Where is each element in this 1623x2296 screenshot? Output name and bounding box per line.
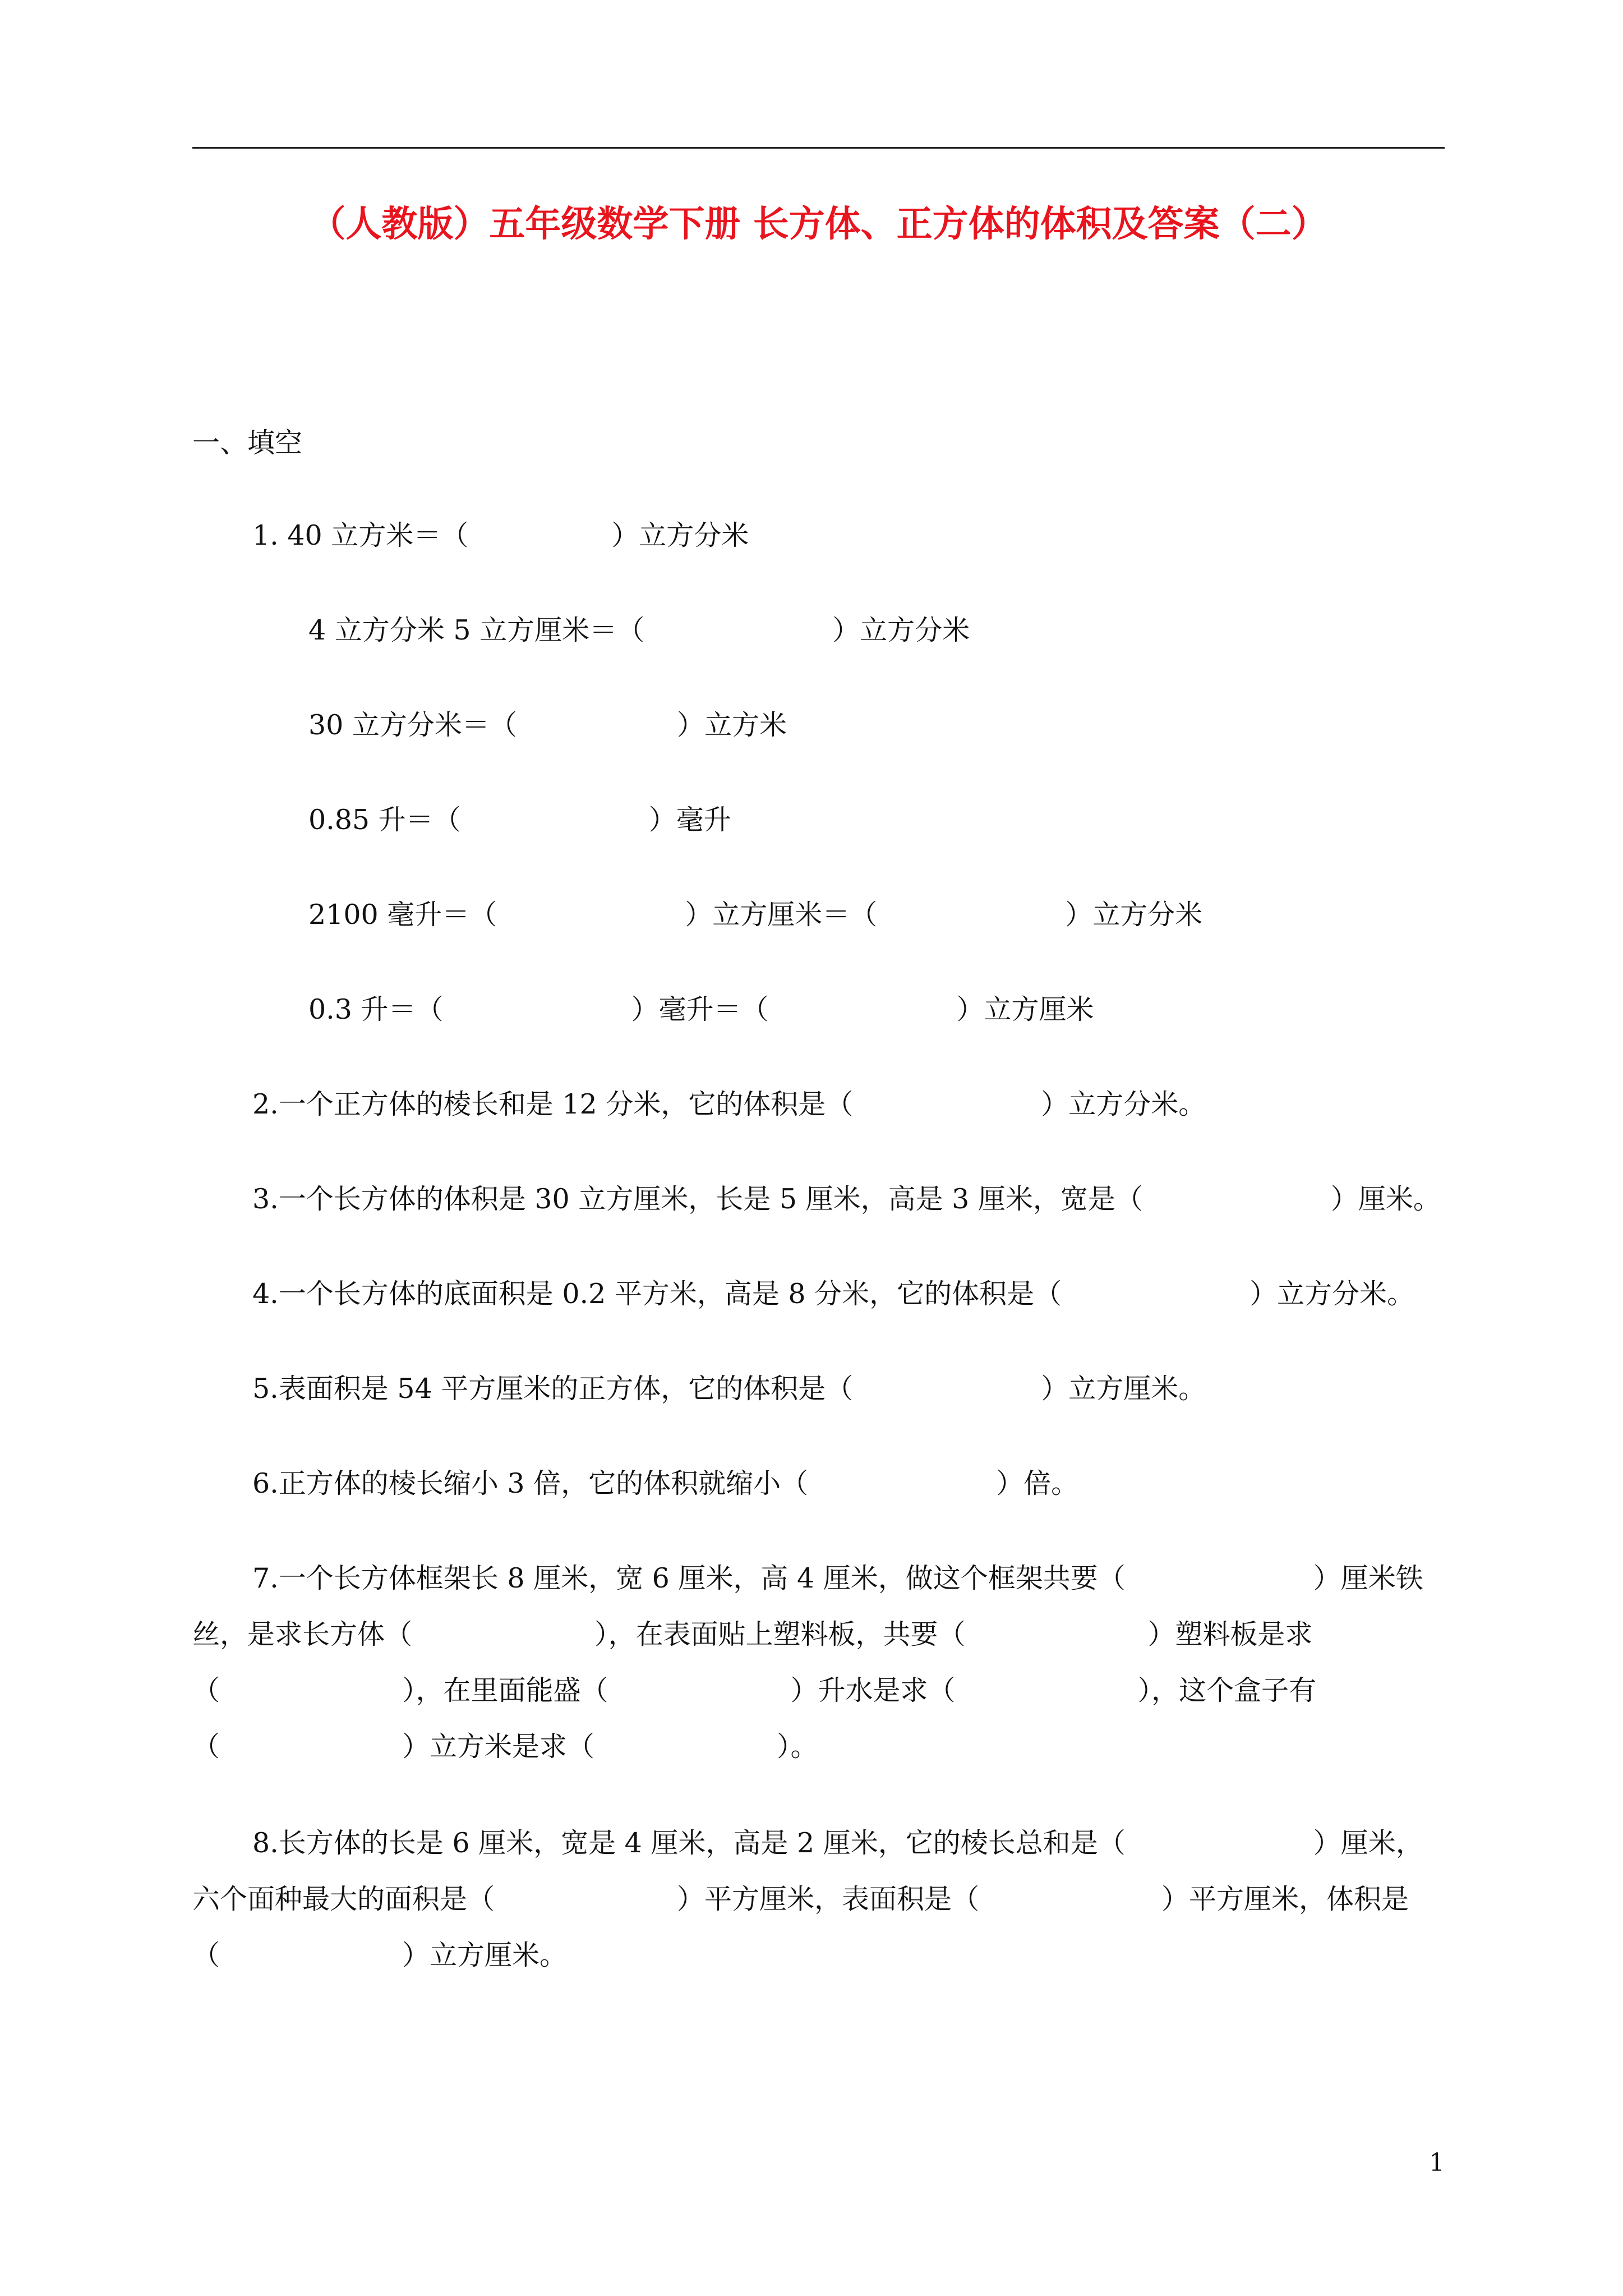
q2-text: 2.一个正方体的棱长和是 12 分米，它的体积是（ [252, 1088, 854, 1120]
q1a-unit: ）立方分米 [611, 519, 749, 551]
question-8-line-1 [252, 1826, 1423, 1860]
q1e-unit: ）立方分米 [1065, 899, 1203, 931]
document-title: （人教版）五年级数学下册 长方体、正方体的体积及答案（二） [310, 204, 1327, 245]
question-1e [308, 898, 1202, 932]
q1a-text: 1. 40 立方米＝（ [252, 519, 469, 551]
question-1f [308, 993, 1094, 1027]
q8-text: ）平方厘米，体积是 [1161, 1883, 1409, 1915]
question-7-line-1 [252, 1562, 1423, 1595]
q8-text: ）立方厘米。 [402, 1939, 568, 1971]
q8-text: 8.长方体的长是 6 厘米，宽是 4 厘米，高是 2 厘米，它的棱长总和是（ [252, 1827, 1126, 1859]
q1d-text: 0.85 升＝（ [308, 804, 461, 836]
q5-text: 5.表面积是 54 平方厘米的正方体，它的体积是（ [252, 1373, 854, 1405]
q1f-unit: ）立方厘米 [956, 993, 1094, 1025]
q1c-text: 30 立方分米＝（ [308, 709, 517, 741]
q8-text: ）厘米， [1313, 1827, 1423, 1859]
q6-unit: ）倍。 [996, 1467, 1079, 1499]
q8-text: （ [192, 1939, 220, 1971]
q7-text: ）厘米铁 [1313, 1562, 1423, 1594]
q1e-text: 2100 毫升＝（ [308, 899, 497, 931]
q7-text: 7.一个长方体框架长 8 厘米，宽 6 厘米，高 4 厘米，做这个框架共要（ [252, 1562, 1126, 1594]
q7-text: ），这个盒子有 [1137, 1674, 1317, 1706]
q5-unit: ）立方厘米。 [1041, 1373, 1206, 1405]
q7-text: ），在里面能盛（ [402, 1674, 608, 1706]
question-8-line-3 [192, 1939, 567, 1972]
question-5 [252, 1372, 1206, 1406]
q2-unit: ）立方分米。 [1041, 1088, 1206, 1120]
q1f-text: 0.3 升＝（ [308, 993, 444, 1025]
q1e-mid: ）立方厘米＝（ [685, 899, 878, 931]
q7-text: ）升水是求（ [790, 1674, 956, 1706]
q7-text: （ [192, 1731, 220, 1763]
q7-text: 丝，是求长方体（ [192, 1618, 413, 1650]
question-7-line-2 [192, 1618, 1313, 1651]
q4-unit: ）立方分米。 [1249, 1278, 1415, 1310]
page-number: 1 [1429, 2148, 1445, 2177]
q6-text: 6.正方体的棱长缩小 3 倍，它的体积就缩小（ [252, 1467, 809, 1499]
question-7-line-4 [192, 1730, 818, 1764]
question-1d [308, 803, 731, 837]
question-1c [308, 708, 787, 742]
q1b-text: 4 立方分米 5 立方厘米＝（ [308, 614, 645, 646]
q1f-mid: ）毫升＝（ [631, 993, 769, 1025]
question-4 [252, 1277, 1414, 1311]
question-7-line-3 [192, 1674, 1316, 1708]
q7-text: ），在表面贴上塑料板，共要（ [594, 1618, 966, 1650]
q8-text: 六个面种最大的面积是（ [192, 1883, 495, 1915]
header-rule [192, 147, 1445, 149]
q1b-unit: ）立方分米 [832, 614, 970, 646]
section-heading: 一、填空 [192, 427, 303, 459]
q1d-unit: ）毫升 [648, 804, 731, 836]
q3-unit: ）厘米。 [1330, 1183, 1441, 1215]
question-1a [252, 519, 749, 553]
question-6 [252, 1467, 1078, 1501]
question-3 [252, 1182, 1441, 1216]
q4-text: 4.一个长方体的底面积是 0.2 平方米，高是 8 分米，它的体积是（ [252, 1278, 1062, 1310]
question-1b [308, 614, 970, 647]
question-2 [252, 1088, 1206, 1121]
q7-text: （ [192, 1674, 220, 1706]
q8-text: ）平方厘米，表面积是（ [677, 1883, 980, 1915]
q7-text: ）塑料板是求 [1147, 1618, 1313, 1650]
q7-text: ）立方米是求（ [402, 1731, 595, 1763]
q1c-unit: ）立方米 [676, 709, 787, 741]
q7-text: ）。 [777, 1731, 818, 1763]
question-8-line-2 [192, 1883, 1409, 1916]
q3-text: 3.一个长方体的体积是 30 立方厘米，长是 5 厘米，高是 3 厘米，宽是（ [252, 1183, 1143, 1215]
